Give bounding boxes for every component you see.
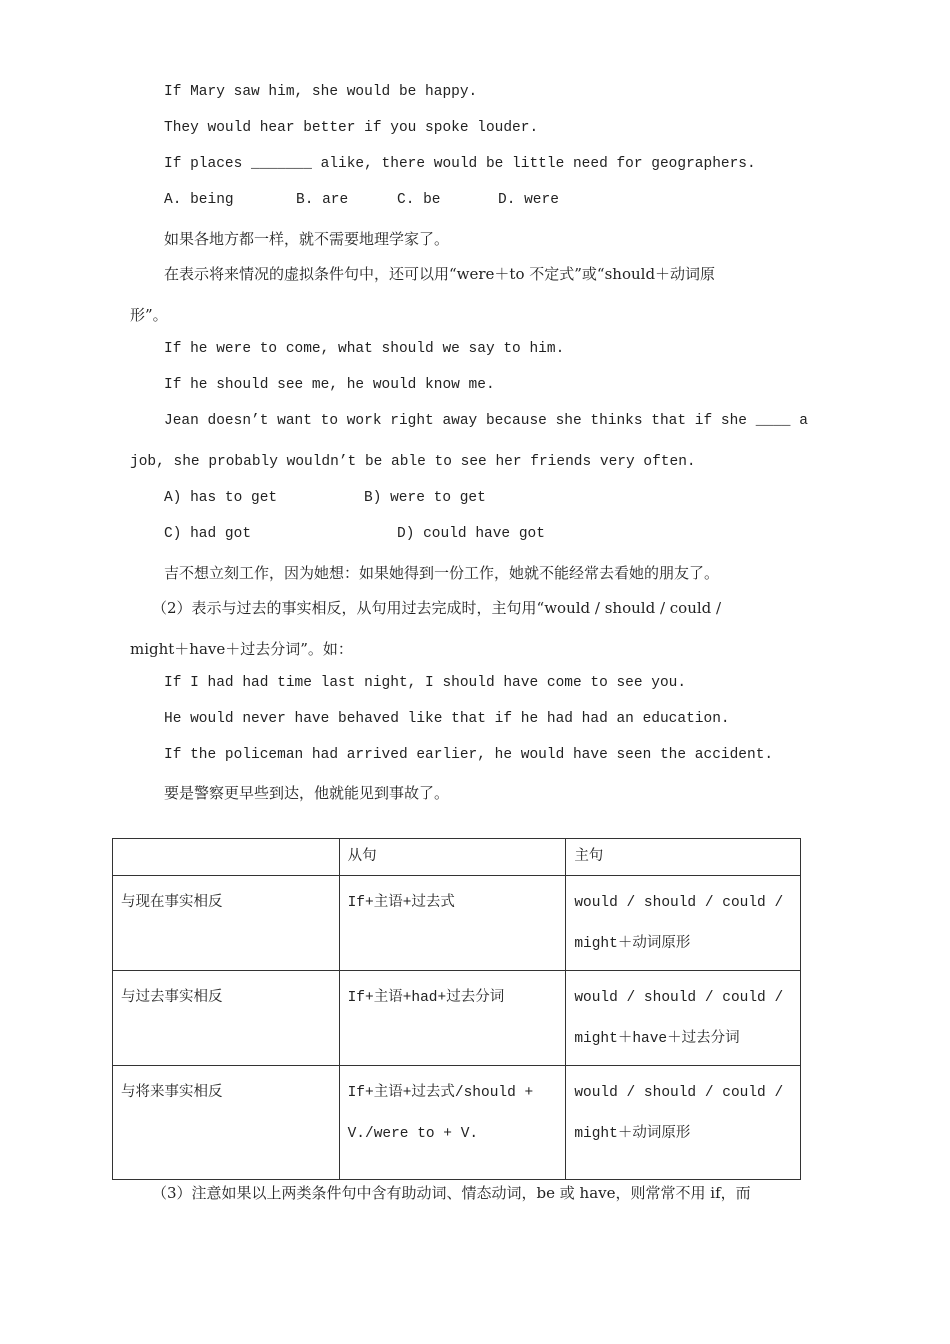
example-sentence: If I had had time last night, I should have come to see you. bbox=[164, 675, 687, 691]
option-c: C) had got bbox=[164, 526, 252, 542]
explanation-line: 在表示将来情况的虚拟条件句中，还可以用“were＋to 不定式”或“should＋动词原 bbox=[164, 265, 716, 283]
explanation-line: 形”。 bbox=[130, 306, 168, 324]
explanation-line: （2）表示与过去的事实相反，从句用过去完成时，主句用“would / should / could / bbox=[152, 599, 722, 617]
table-header-row bbox=[113, 839, 801, 876]
translation: 吉不想立刻工作，因为她想：如果她得到一份工作，她就不能经常去看她的朋友了。 bbox=[164, 564, 720, 582]
main-clause-cell: would / should / could / might＋动词原形 bbox=[566, 876, 801, 971]
example-sentence: If Mary saw him, she would be happy. bbox=[164, 84, 478, 100]
table-row bbox=[113, 971, 801, 1066]
header-cell: 主句 bbox=[566, 839, 801, 876]
example-sentence: If he should see me, he would know me. bbox=[164, 377, 495, 393]
header-cell: 从句 bbox=[339, 839, 566, 876]
example-sentence: If he were to come, what should we say to him. bbox=[164, 341, 565, 357]
main-clause-cell: would / should / could / might＋have＋过去分词 bbox=[566, 971, 801, 1066]
example-sentence: They would hear better if you spoke louder. bbox=[164, 120, 539, 136]
main-clause-cell: would / should / could / might＋动词原形 bbox=[566, 1066, 801, 1180]
translation: 要是警察更早些到达，他就能见到事故了。 bbox=[164, 784, 450, 802]
conditional-table bbox=[112, 838, 801, 1180]
option-b: B. are bbox=[296, 192, 349, 208]
exercise-question: Jean doesn’t want to work right away because she thinks that if she ____ a bbox=[164, 413, 808, 429]
exercise-question: If places _______ alike, there would be little need for geographers. bbox=[164, 156, 756, 172]
example-sentence: If the policeman had arrived earlier, he would have seen the accident. bbox=[164, 747, 774, 763]
option-b: B) were to get bbox=[364, 490, 486, 506]
row-label: 与将来事实相反 bbox=[113, 1066, 340, 1180]
option-d: D) could have got bbox=[397, 526, 545, 542]
option-d: D. were bbox=[498, 192, 559, 208]
if-clause-cell: If+主语+had+过去分词 bbox=[339, 971, 566, 1066]
if-clause-cell: If+主语+过去式 bbox=[339, 876, 566, 971]
translation: 如果各地方都一样，就不需要地理学家了。 bbox=[164, 230, 450, 248]
exercise-question: job, she probably wouldn’t be able to see her friends very often. bbox=[130, 454, 696, 470]
example-sentence: He would never have behaved like that if he had had an education. bbox=[164, 711, 730, 727]
table-row bbox=[113, 1066, 801, 1180]
if-clause-cell: If+主语+过去式/should + V./were to + V. bbox=[339, 1066, 566, 1180]
option-c: C. be bbox=[397, 192, 441, 208]
option-a: A. being bbox=[164, 192, 234, 208]
option-a: A) has to get bbox=[164, 490, 278, 506]
explanation-line: （3）注意如果以上两类条件句中含有助动词、情态动词，be 或 have，则常常不用 if，而 bbox=[152, 1184, 751, 1202]
table-row bbox=[113, 876, 801, 971]
row-label: 与现在事实相反 bbox=[113, 876, 340, 971]
row-label: 与过去事实相反 bbox=[113, 971, 340, 1066]
header-cell bbox=[113, 839, 340, 876]
explanation-line: might＋have＋过去分词”。如： bbox=[130, 640, 353, 658]
